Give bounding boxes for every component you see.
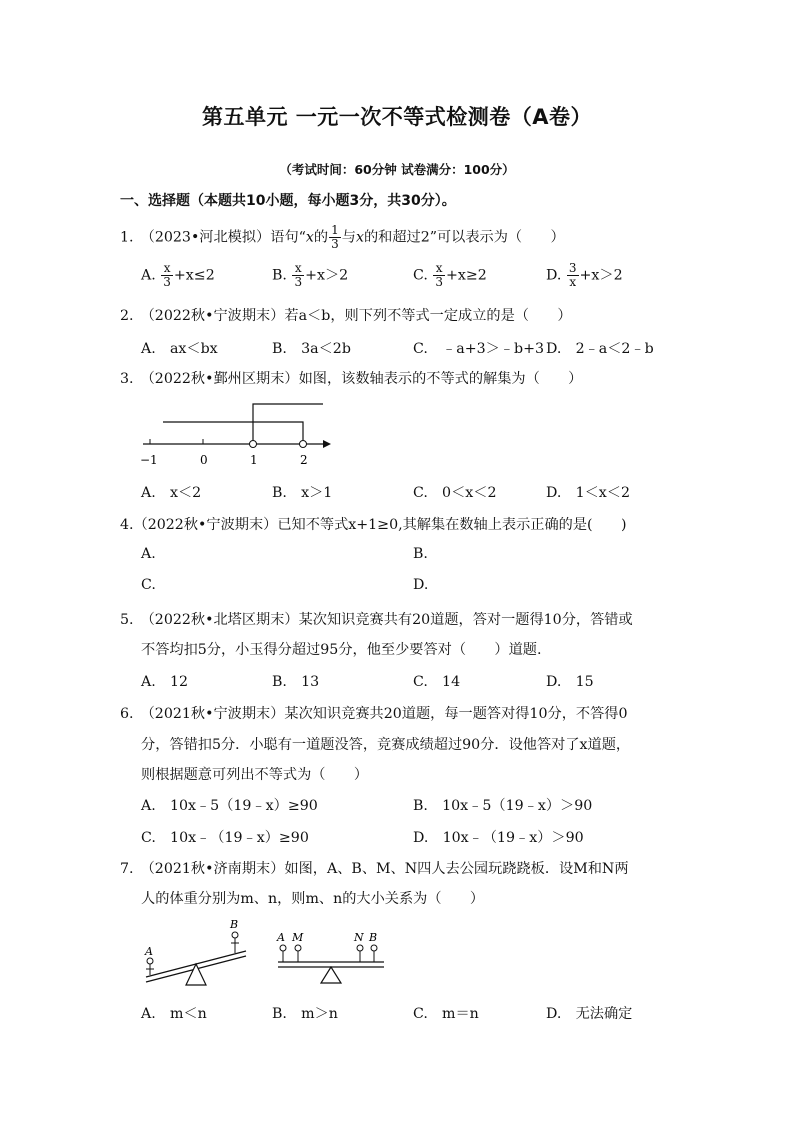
label-m: M — [292, 931, 304, 944]
option-a: A. ax＜bx — [141, 341, 218, 357]
label-b: B — [369, 931, 378, 944]
person-m — [295, 945, 301, 951]
open-dot-2 — [300, 441, 307, 448]
option-a: A. 12 — [141, 674, 188, 690]
option-b: B. x＞1 — [272, 485, 333, 501]
label-b: B — [230, 918, 239, 931]
question-1: 1. （2023•河北模拟）语句“x的 $\frac{1}{3}$ 与x的和超过2”可以表示为（ ） — [120, 223, 565, 251]
option-c: C. $\frac{x}{3}$ +x≥2 — [413, 261, 487, 289]
option-d: D. 1＜x＜2 — [546, 485, 630, 501]
option-d: D. — [413, 577, 429, 593]
question-7-line-1: 7. （2021秋•济南期末）如图，A、B、M、N四人去公园玩跷跷板．设M和N两 — [120, 861, 629, 877]
option-d: D. $\frac{3}{x}$ +x＞2 — [546, 261, 623, 289]
question-6-line-3: 则根据题意可列出不等式为（ ） — [141, 767, 369, 783]
question-3: 3. （2022秋•鄞州区期末）如图，该数轴表示的不等式的解集为（ ） — [120, 371, 583, 387]
option-b: B. — [413, 546, 428, 562]
option-d: D. 2﹣a＜2﹣b — [546, 341, 654, 357]
question-7-line-2: 人的体重分别为m、n，则m、n的大小关系为（ ） — [141, 891, 485, 907]
question-4: 4.（2022秋•宁波期末）已知不等式x+1≥0,其解集在数轴上表示正确的是( ) — [120, 517, 627, 533]
number-line-figure — [138, 398, 338, 470]
person-a — [280, 945, 286, 951]
seesaw-level — [276, 931, 384, 983]
option-d: D. 无法确定 — [546, 1006, 633, 1022]
option-d: D. 15 — [546, 674, 594, 690]
option-a: A. $\frac{x}{3}$ +x≤2 — [141, 261, 215, 289]
option-c: C. 0＜x＜2 — [413, 485, 497, 501]
option-c: C. 10x﹣（19﹣x）≥90 — [141, 830, 309, 846]
option-b: B. 10x﹣5（19﹣x）＞90 — [413, 798, 593, 814]
label-a: A — [277, 931, 285, 944]
option-a: A. 10x﹣5（19﹣x）≥90 — [141, 798, 318, 814]
seesaw-tilted — [144, 918, 246, 985]
person-a — [147, 958, 153, 964]
question-number: 1. — [120, 229, 134, 246]
option-b: B. 13 — [272, 674, 320, 690]
person-n — [357, 945, 363, 951]
question-5-line-2: 不答均扣5分，小玉得分超过95分，他至少要答对（ ）道题. — [141, 642, 542, 658]
option-c: C. — [141, 577, 156, 593]
ray-left — [163, 422, 303, 440]
option-c: C. m＝n — [413, 1006, 479, 1022]
tick-label-0: 0 — [200, 453, 208, 467]
person-b — [371, 945, 377, 951]
tick-label-neg1: −1 — [140, 453, 158, 467]
question-source: （2023•河北模拟） — [147, 229, 271, 246]
option-b: B. 3a＜2b — [272, 341, 351, 357]
question-5-line-1: 5. （2022秋•北塔区期末）某次知识竞赛共有20道题，答对一题得10分，答错或 — [120, 612, 633, 628]
tick-label-2: 2 — [300, 453, 308, 467]
question-2: 2. （2022秋•宁波期末）若a＜b，则下列不等式一定成立的是（ ） — [120, 308, 572, 324]
axis-arrow — [323, 440, 331, 448]
option-a: A. — [141, 546, 156, 562]
page-title: 第五单元 一元一次不等式检测卷（A卷） — [201, 105, 593, 129]
option-b: B. $\frac{x}{3}$ +x＞2 — [272, 261, 349, 289]
question-6-line-1: 6. （2021秋•宁波期末）某次知识竞赛共20道题，每一题答对得10分，不答得0 — [120, 706, 628, 722]
exam-info: （考试时间：60分钟 试卷满分：100分） — [279, 162, 515, 177]
option-d: D. 10x﹣（19﹣x）＞90 — [413, 830, 584, 846]
fraction: $\frac{1}{3}$ — [331, 223, 339, 251]
label-a: A — [145, 945, 153, 958]
seesaw-figure — [138, 915, 398, 990]
fulcrum — [321, 967, 341, 983]
option-c: C. ﹣a+3＞﹣b+3 — [413, 341, 544, 357]
option-a: A. m＜n — [141, 1006, 207, 1022]
label-n: N — [354, 931, 364, 944]
person-b — [232, 932, 238, 938]
option-c: C. 14 — [413, 674, 461, 690]
open-dot-1 — [250, 441, 257, 448]
question-6-line-2: 分，答错扣5分．小聪有一道题没答，竞赛成绩超过90分．设他答对了x道题， — [141, 737, 631, 753]
section-heading: 一、选择题（本题共10小题，每小题3分，共30分）。 — [120, 193, 456, 209]
option-b: B. m＞n — [272, 1006, 338, 1022]
option-a: A. x＜2 — [141, 485, 202, 501]
tick-label-1: 1 — [250, 453, 258, 467]
